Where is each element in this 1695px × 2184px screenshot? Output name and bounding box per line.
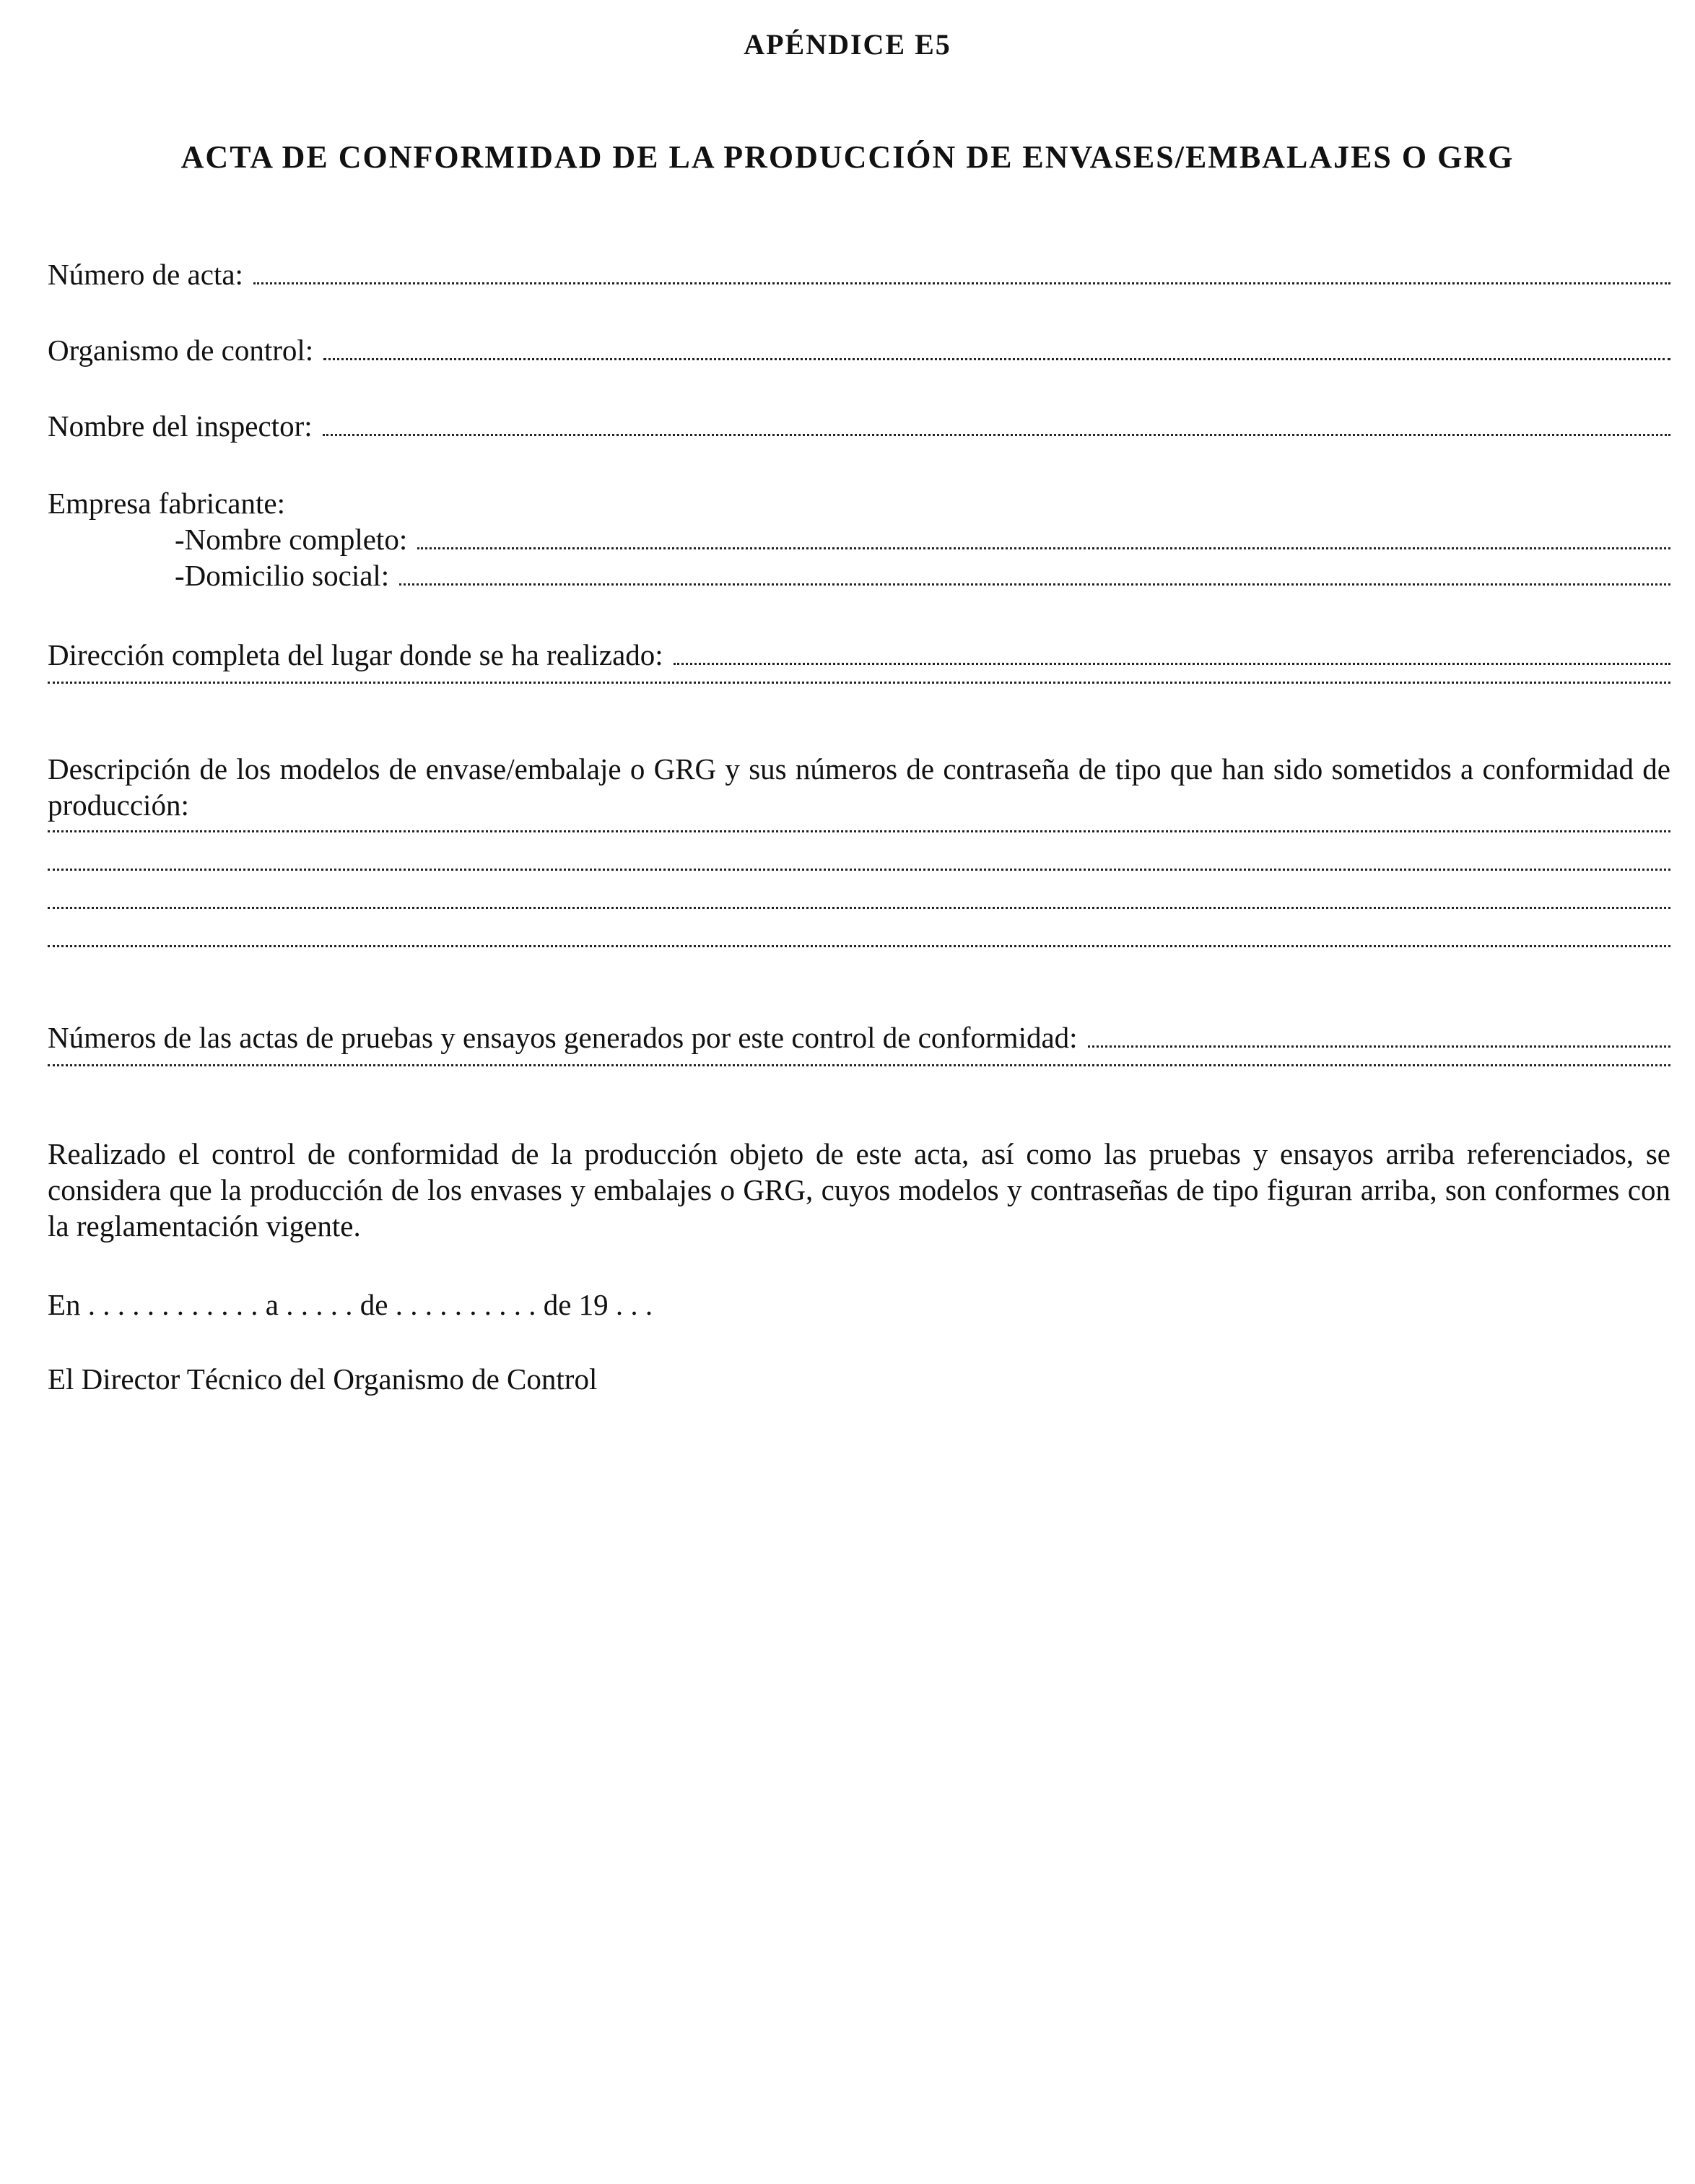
field-label: Organismo de control: [48, 334, 314, 367]
fill-in-line[interactable] [48, 901, 1670, 909]
fill-in-line[interactable] [253, 280, 1670, 284]
appendix-heading: APÉNDICE E5 [744, 28, 951, 61]
field-organismo-control [48, 332, 1670, 368]
fill-in-line[interactable] [48, 1058, 1670, 1066]
signature-line: El Director Técnico del Organismo de Control [48, 1362, 598, 1396]
fill-in-line[interactable] [417, 545, 1670, 549]
fill-in-line[interactable] [48, 825, 1670, 832]
field-empresa-fabricante [48, 485, 1670, 593]
field-label: -Nombre completo: [175, 523, 408, 556]
fill-in-line[interactable] [674, 661, 1670, 665]
date-line: En . . . . . . . . . . . . a . . . . . de . . . . . . . . . . de 19 . . . [48, 1288, 653, 1321]
field-label: Nombre del inspector: [48, 409, 313, 443]
field-label: Números de las actas de pruebas y ensayos generados por este control de conformidad: [48, 1021, 1078, 1054]
field-nombre-inspector [48, 408, 1670, 444]
conformity-statement: Realizado el control de conformidad de la producción objeto de este acta, así como las pruebas y ensayos arriba referenciados, se considera que la producción de los envases y embalajes o GRG, cuyos modelos y contraseñas de tipo figuran arriba, son conformes con la reglamentación vigente. [48, 1137, 1670, 1243]
fill-in-line[interactable] [1088, 1043, 1670, 1048]
field-numeros-actas [48, 1019, 1670, 1066]
field-descripcion-modelos [48, 751, 1670, 947]
document-title: ACTA DE CONFORMIDAD DE LA PRODUCCIÓN DE ENVASES/EMBALAJES O GRG [180, 139, 1515, 175]
fill-in-line[interactable] [323, 432, 1670, 436]
field-label: -Domicilio social: [175, 559, 390, 592]
fill-in-line[interactable] [48, 939, 1670, 947]
field-label: Dirección completa del lugar donde se ha realizado: [48, 638, 663, 671]
field-direccion-lugar [48, 637, 1670, 684]
fill-in-line[interactable] [48, 863, 1670, 871]
field-label: Empresa fabricante: [48, 487, 285, 520]
fill-in-line[interactable] [48, 676, 1670, 684]
fill-in-line[interactable] [323, 356, 1670, 360]
field-numero-acta [48, 256, 1670, 292]
field-label: Número de acta: [48, 258, 243, 291]
fill-in-line[interactable] [399, 581, 1670, 586]
field-label: Descripción de los modelos de envase/embalaje o GRG y sus números de contraseña de tipo que han sido sometidos a conformidad de producción: [48, 752, 1670, 822]
